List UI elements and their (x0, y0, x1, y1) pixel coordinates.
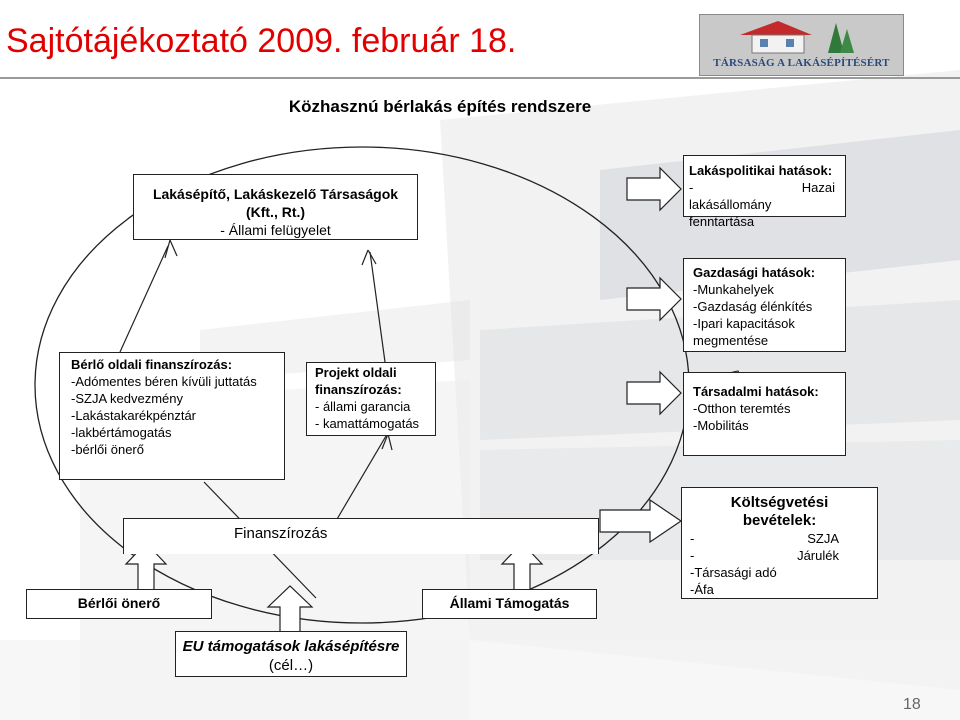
budget-word: Járulék (797, 548, 839, 563)
budget-revenue-box (681, 487, 878, 599)
arrow-to-housing (627, 168, 681, 210)
project-item: - állami garancia (315, 399, 411, 414)
social-effects-box (683, 372, 846, 456)
economic-effects-box (683, 258, 846, 352)
budget-row (690, 530, 869, 547)
economic-item: -Munkahelyek (693, 282, 774, 297)
project-heading-1: Projekt oldali (315, 365, 397, 380)
state-support-box (422, 589, 597, 619)
housing-word: Hazai (801, 180, 835, 195)
arrow-to-social (627, 372, 681, 414)
project-item: - kamattámogatás (315, 416, 420, 431)
housing-dash: - (689, 180, 694, 195)
eu-line1: EU támogatások lakásépítésre (182, 638, 400, 655)
companies-line1: Lakásépítő, Lakáskezelő Társaságok (152, 186, 399, 202)
eu-support-box (175, 631, 407, 677)
logo-text: TÁRSASÁG A LAKÁSÉPÍTÉSÉRT (713, 57, 890, 69)
budget-row: -Társasági adó (690, 565, 777, 580)
housing-heading: Lakáspolitikai hatások: (689, 163, 833, 178)
budget-word: SZJA (807, 531, 839, 546)
companies-box (133, 174, 418, 240)
tenant-item: -SZJA kedvezmény (71, 391, 183, 406)
housing-line2: lakásállomány fenntartása (689, 197, 772, 229)
social-item: -Otthon teremtés (693, 401, 791, 416)
economic-item: megmentése (693, 333, 769, 348)
tenant-equity-label: Bérlői önerő (77, 595, 161, 611)
tenant-equity-box (26, 589, 212, 619)
economic-item: -Ipari kapacitások (693, 316, 795, 331)
arrow-up-eu (268, 586, 312, 632)
project-heading-2: finanszírozás: (315, 382, 402, 397)
connector-line (120, 246, 168, 352)
budget-heading-1: Költségvetési (730, 494, 829, 511)
economic-item: -Gazdaság élénkítés (693, 299, 813, 314)
housing-policy-box (683, 155, 846, 229)
social-heading: Társadalmi hatások: (693, 384, 819, 399)
arrow-to-budget (600, 500, 681, 542)
tenant-item: -Lakástakarékpénztár (71, 408, 197, 423)
tenant-item: -bérlői önerő (71, 442, 144, 457)
connector-line (370, 252, 385, 362)
budget-dash: - (690, 531, 695, 546)
economic-heading: Gazdasági hatások: (693, 265, 816, 280)
slide-title: Sajtótájékoztató 2009. február 18. (6, 22, 517, 60)
eu-line2: (cél…) (268, 657, 314, 674)
diagram-subtitle: Közhasznú bérlakás építés rendszere (288, 97, 592, 116)
budget-row: -Áfa (690, 582, 714, 597)
budget-row (690, 547, 869, 564)
arrow-to-economic (627, 278, 681, 320)
budget-heading-2: bevételek: (742, 512, 817, 529)
tenant-item: -Adómentes béren kívüli juttatás (71, 374, 257, 389)
tenant-financing-box (59, 352, 285, 480)
project-financing-box (306, 362, 436, 436)
financing-label: Finanszírozás (234, 525, 328, 542)
financing-box (123, 518, 599, 554)
tenant-financing-heading: Bérlő oldali finanszírozás: (71, 357, 233, 372)
tenant-item: -lakbértámogatás (71, 425, 172, 440)
budget-dash: - (690, 548, 695, 563)
companies-line2: (Kft., Rt.) (245, 204, 306, 220)
page-number: 18 (903, 696, 921, 713)
housing-line1 (689, 179, 839, 196)
social-item: -Mobilitás (693, 418, 749, 433)
companies-line3: - Állami felügyelet (220, 222, 331, 238)
state-support-label: Állami Támogatás (449, 595, 570, 611)
